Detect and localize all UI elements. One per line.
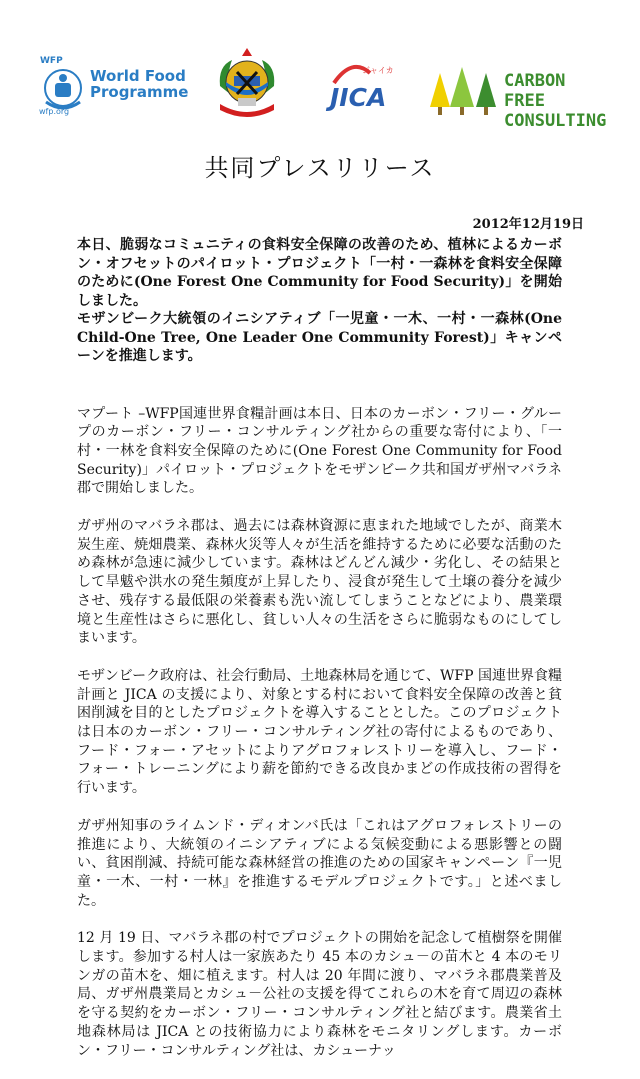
- wfp-name: World Food Programme: [90, 67, 189, 101]
- document-body: [77, 236, 562, 1079]
- lead-line: モザンビーク大統領のイニシアティブ「一児童・一木、一村・一森林(One Child-One Tree, One Leader One Community Forest)」キャンペーンを推進します。: [77, 311, 562, 364]
- trees-icon: [428, 63, 502, 118]
- page-title: 共同プレスリリース: [204, 154, 436, 182]
- jica-logo: [326, 63, 396, 113]
- mozambique-emblem: [208, 46, 286, 124]
- jica-wordmark: JICA: [330, 83, 387, 112]
- paragraph: モザンビーク政府は、社会行動局、土地森林局を通じて、WFP 国連世界食糧計画と JICA の支援により、対象とする村において食料安全保障の改善と貧困削減を目的としたプロジェクトを導入することとした。このプロジェクトは日本のカーボン・フリー・コンサルティング社の寄付によるものであり、フード・フォー・アセットによりアグロフォレストリーを導入し、フード・フォー・トレーニングにより薪を節約できる改良かまどの作成技術の習得を行います。: [77, 667, 562, 797]
- national-emblem-icon: [208, 46, 286, 124]
- paragraph: ガザ州のマバラネ郡は、過去には森林資源に恵まれた地域でしたが、商業木炭生産、焼畑農業、森林火災等人々が生活を維持するために必要な活動のため森林が急速に減少しています。森林はどんどん減少・劣化し、その結果として旱魃や洪水の発生頻度が上昇したり、浸食が発生して土壌の養分を減少させ、残存する最低限の栄養素も洗い流してしまうことなどにより、農業環境と生産性はさらに悪化し、貧しい人々の生活をさらに脆弱なものにしてしまいます。: [77, 518, 562, 647]
- release-date: 2012年12月19日: [472, 217, 584, 232]
- paragraph: マプート –WFP国連世界食糧計画は本日、日本のカーボン・フリー・グループのカーボン・フリー・コンサルティング社からの重要な寄付により、「一村・一林を食料安全保障のために(One Forest One Community for Food Security)」パイロット・プロジェクトをモザンビーク共和国ガザ州マバラネ郡で開始しました。: [77, 405, 562, 497]
- lead-line: 本日、脆弱なコミュニティの食料安全保障の改善のため、植林によるカーボン・オフセットのパイロット・プロジェクト「一村・一森林を食料安全保障のために(One Forest One Community for Food Security)」を開始しました。: [77, 237, 562, 309]
- lead-summary: [77, 236, 562, 366]
- logo-bar: [0, 0, 640, 131]
- wfp-abbr: WFP: [40, 56, 63, 66]
- carbon-free-consulting-logo: [428, 63, 608, 131]
- jica-kana: ジャイカ: [362, 66, 394, 75]
- carbon-free-wordmark: CARBON FREE CONSULTING: [504, 71, 607, 131]
- paragraph: ガザ州知事のライムンド・ディオンバ氏は「これはアグロフォレストリーの推進により、大統領のイニシアティブによる気候変動による悪影響との闘い、貧困削減、持続可能な森林経営の推進のための国家キャンペーン『一児童・一木、一村・一林』を推進するモデルプロジェクトです。」と述べました。: [77, 817, 562, 909]
- paragraph: 12 月 19 日、マバラネ郡の村でプロジェクトの開始を記念して植樹祭を開催します。参加する村人は一家族あたり 45 本のカシュ－の苗木と 4 本のモリンガの苗木を、畑に植えます。村人は 20 年間に渡り、マバラネ郡農業普及局、ガザ州農業局とカシュ－公社の支援を得てこれらの木を育て周辺の森林を守る契約をカーボン・フリー・コンサルティング社と結びます。農業省土地森林局は JICA との技術協力により森林をモニタリングします。カーボン・フリー・コンサルティング社は、カシューナッ: [77, 930, 562, 1059]
- wfp-logo: [38, 58, 188, 118]
- wfp-site: wfp.org: [39, 107, 70, 116]
